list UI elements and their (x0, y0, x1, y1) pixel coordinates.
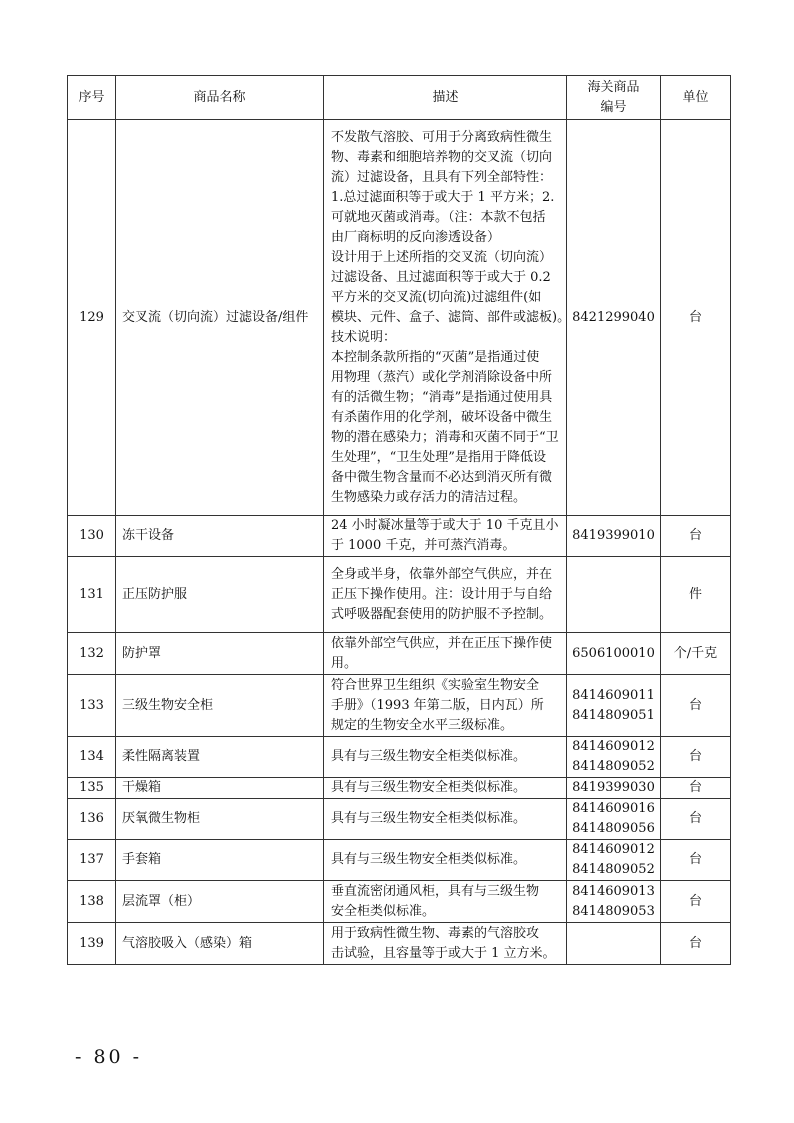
unit: 台 (661, 799, 731, 840)
header-code-line: 编号 (600, 99, 627, 115)
description-line: 于 1000 千克，并可蒸汽消毒。 (331, 538, 516, 553)
description-line: 用于致病性微生物、毒素的气溶胶攻 (331, 925, 540, 941)
table-row (68, 840, 731, 881)
description-line: 流）过滤设备，且具有下列全部特性： (331, 169, 553, 185)
customs-code-line: 8421299040 (572, 309, 655, 325)
unit: 台 (661, 923, 731, 965)
description-line: 备中微生物含量而不必达到消灭所有微 (331, 469, 553, 485)
description-line: 1.总过滤面积等于或大于 1 平方米；2. (331, 189, 555, 205)
unit: 台 (661, 881, 731, 923)
customs-code (567, 840, 661, 881)
unit: 台 (661, 737, 731, 778)
customs-code (567, 120, 661, 516)
description-line: 过滤设备、且过滤面积等于或大于 0.2 (331, 269, 551, 285)
description-line: 全身或半身，依靠外部空气供应，并在 (331, 566, 553, 582)
customs-code (567, 799, 661, 840)
customs-code (567, 881, 661, 923)
row-number: 136 (68, 799, 116, 840)
unit: 台 (661, 778, 731, 799)
description-line: 由厂商标明的反向渗透设备） (331, 229, 501, 245)
description-line: 手册》（1993 年第二版，日内瓦）所 (331, 697, 544, 713)
table-row (68, 633, 731, 675)
customs-code (567, 633, 661, 675)
description-line: 24 小时凝冰量等于或大于 10 千克且小 (331, 518, 559, 533)
table-row (68, 120, 731, 516)
description-line: 依靠外部空气供应，并在正压下操作使 (331, 635, 553, 651)
customs-code-line: 8419399030 (572, 780, 655, 795)
goods-description (324, 557, 567, 633)
customs-code-line: 8414609012 (572, 842, 655, 857)
description-line: 不发散气溶胶、可用于分离致病性微生 (331, 129, 553, 145)
goods-name: 层流罩（柜） (116, 881, 324, 923)
table-row (68, 557, 731, 633)
table-row (68, 516, 731, 557)
goods-name: 三级生物安全柜 (116, 675, 324, 737)
description-line: 具有与三级生物安全柜类似标准。 (331, 852, 527, 867)
goods-name: 手套箱 (116, 840, 324, 881)
customs-code-line: 8414809052 (572, 862, 655, 877)
goods-name: 厌氧微生物柜 (116, 799, 324, 840)
table-row (68, 778, 731, 799)
goods-description (324, 840, 567, 881)
header-desc: 描述 (324, 76, 567, 120)
description-line: 用物理（蒸汽）或化学剂消除设备中所 (331, 369, 553, 385)
description-line: 具有与三级生物安全柜类似标准。 (331, 780, 527, 795)
description-line: 本控制条款所指的“灭菌”是指通过使 (331, 349, 540, 365)
customs-code-line: 8414609012 (572, 739, 655, 754)
customs-code-line: 8414809051 (572, 707, 655, 723)
customs-code (567, 516, 661, 557)
unit: 台 (661, 120, 731, 516)
goods-description (324, 799, 567, 840)
header-name: 商品名称 (116, 76, 324, 120)
description-line: 正压下操作使用。注：设计用于与自给 (331, 586, 553, 602)
row-number: 137 (68, 840, 116, 881)
goods-description (324, 778, 567, 799)
goods-table (67, 75, 731, 965)
goods-description (324, 120, 571, 516)
goods-name: 气溶胶吸入（感染）箱 (116, 923, 324, 965)
customs-code-line: 8419399010 (572, 528, 655, 543)
description-line: 安全柜类似标准。 (331, 903, 436, 919)
unit: 个/千克 (661, 633, 731, 675)
goods-description (324, 516, 567, 557)
header-code-line: 海关商品 (587, 79, 640, 95)
row-number: 134 (68, 737, 116, 778)
row-number: 132 (68, 633, 116, 675)
header-unit: 单位 (661, 76, 731, 120)
row-number: 135 (68, 778, 116, 799)
goods-name: 防护罩 (116, 633, 324, 675)
table-header-row (68, 76, 731, 120)
goods-description (324, 737, 567, 778)
description-line: 技术说明： (331, 329, 397, 345)
goods-description (324, 881, 567, 923)
unit: 台 (661, 840, 731, 881)
customs-code (567, 557, 661, 633)
table-row (68, 923, 731, 965)
description-line: 平方米的交叉流(切向流)过滤组件(如 (331, 289, 542, 305)
goods-description (324, 923, 567, 965)
goods-description (324, 633, 567, 675)
goods-name: 交叉流（切向流）过滤设备/组件 (116, 120, 324, 516)
description-line: 模块、元件、盒子、滤筒、部件或滤板)。 (331, 309, 571, 325)
description-line: 可就地灭菌或消毒。（注：本款不包括 (331, 209, 546, 225)
description-line: 有杀菌作用的化学剂，破坏设备中微生 (331, 409, 553, 425)
description-line: 用。 (331, 655, 358, 671)
description-line: 规定的生物安全水平三级标准。 (331, 717, 514, 733)
description-line: 具有与三级生物安全柜类似标准。 (331, 749, 527, 764)
unit: 台 (661, 516, 731, 557)
description-line: 设计用于上述所指的交叉流（切向流） (331, 249, 553, 265)
row-number: 138 (68, 881, 116, 923)
customs-code (567, 778, 661, 799)
row-number: 130 (68, 516, 116, 557)
customs-code-line: 8414609016 (572, 801, 655, 816)
goods-name: 正压防护服 (116, 557, 324, 633)
description-line: 具有与三级生物安全柜类似标准。 (331, 811, 527, 826)
customs-code-line: 8414609013 (572, 883, 655, 899)
goods-description (324, 675, 567, 737)
unit: 件 (661, 557, 731, 633)
customs-code (567, 737, 661, 778)
page-number: - 80 - (75, 1046, 143, 1068)
table-row (68, 799, 731, 840)
row-number: 133 (68, 675, 116, 737)
goods-name: 冻干设备 (116, 516, 324, 557)
table-row (68, 737, 731, 778)
customs-code-line: 8414809053 (572, 903, 655, 919)
description-line: 垂直流密闭通风柜，具有与三级生物 (331, 883, 540, 899)
description-line: 物、毒素和细胞培养物的交叉流（切向 (331, 149, 553, 165)
description-line: 符合世界卫生组织《实验室生物安全 (331, 677, 540, 693)
goods-name: 干燥箱 (116, 778, 324, 799)
customs-code-line: 8414809052 (572, 759, 655, 774)
description-line: 有的活微生物；“消毒”是指通过使用具 (331, 389, 553, 405)
header-no: 序号 (68, 76, 116, 120)
customs-code-line: 6506100010 (572, 645, 655, 661)
row-number: 129 (68, 120, 116, 516)
table-row (68, 675, 731, 737)
description-line: 物的潜在感染力；消毒和灭菌不同于“卫 (331, 429, 559, 445)
customs-code (567, 923, 661, 965)
customs-code-line: 8414609011 (572, 687, 655, 703)
header-code (567, 76, 661, 120)
description-line: 生物感染力或存活力的清洁过程。 (331, 489, 527, 505)
table-row (68, 881, 731, 923)
customs-code-line: 8414809056 (572, 821, 655, 836)
row-number: 131 (68, 557, 116, 633)
description-line: 式呼吸器配套使用的防护服不予控制。 (331, 606, 553, 622)
row-number: 139 (68, 923, 116, 965)
description-line: 生处理”，“卫生处理”是指用于降低设 (331, 449, 546, 465)
unit: 台 (661, 675, 731, 737)
customs-code (567, 675, 661, 737)
goods-name: 柔性隔离装置 (116, 737, 324, 778)
description-line: 击试验，且容量等于或大于 1 立方米。 (331, 945, 556, 961)
